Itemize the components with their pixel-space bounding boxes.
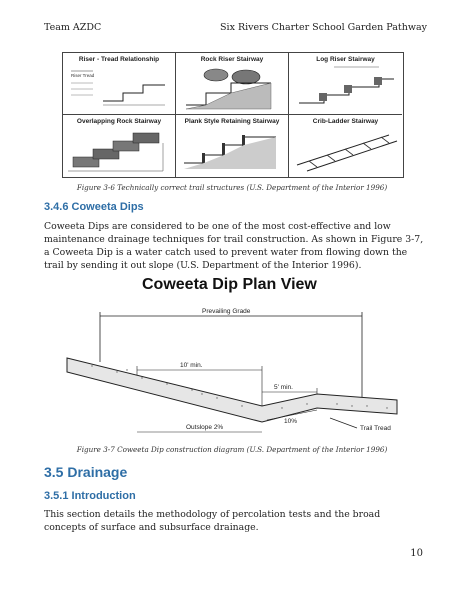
label-ten-percent: 10% xyxy=(284,418,298,425)
introduction-paragraph: This section details the methodology of percolation tests and the broad concepts of surface and subsurface drainage. xyxy=(44,509,381,533)
log-riser-drawing xyxy=(289,53,402,115)
heading-drainage: 3.5 Drainage xyxy=(44,464,128,480)
panel-rock-riser xyxy=(176,53,289,115)
overlapping-rock-drawing xyxy=(63,115,176,177)
page-number: 10 xyxy=(410,548,423,559)
header-left: Team AZDC xyxy=(44,22,102,33)
panel-title: Overlapping Rock Stairway xyxy=(76,118,162,125)
coweeta-dip-drawing xyxy=(62,272,402,440)
figure-3-6-caption: Figure 3-6 Technically correct trail structures (U.S. Department of the Interior 1996) xyxy=(76,183,388,192)
panel-title: Log Riser Stairway xyxy=(316,56,375,63)
plank-retaining-drawing xyxy=(176,115,289,177)
panel-title: Riser - Tread Relationship xyxy=(78,56,160,63)
crib-ladder-drawing xyxy=(289,115,402,177)
label-trail-tread: Trail Tread xyxy=(360,425,391,432)
panel-log-riser xyxy=(289,53,402,115)
label-ten-min: 10' min. xyxy=(180,362,203,369)
heading-coweeta-dips: 3.4.6 Coweeta Dips xyxy=(44,201,144,213)
svg-text:Riser Tread: Riser Tread xyxy=(71,73,95,78)
figure-title: Coweeta Dip Plan View xyxy=(142,276,317,293)
label-five-min: 5' min. xyxy=(274,384,293,391)
trail-structures-figure xyxy=(62,52,404,178)
coweeta-paragraph: Coweeta Dips are considered to be one of the most cost-effective and low maintenance drainage techniques for trail construction. As shown in Figure 3-7, a Coweeta Dip is a water catch used to prevent water from flowing down the trail by sending it out slope (U.S. Department of the Interior 1996). xyxy=(44,221,424,271)
rock-riser-drawing xyxy=(176,53,289,115)
panel-crib-ladder xyxy=(289,115,402,177)
panel-plank-retaining xyxy=(176,115,289,177)
header-right: Six Rivers Charter School Garden Pathway xyxy=(220,22,427,33)
figure-3-7-caption: Figure 3-7 Coweeta Dip construction diagram (U.S. Department of the Interior 1996) xyxy=(76,445,388,454)
coweeta-dip-figure xyxy=(62,272,402,440)
panel-title: Plank Style Retaining Stairway xyxy=(184,118,280,125)
panel-overlapping-rock xyxy=(63,115,176,177)
label-prevailing-grade: Prevailing Grade xyxy=(202,308,251,315)
riser-tread-drawing xyxy=(63,53,176,115)
panel-title: Rock Riser Stairway xyxy=(200,56,264,63)
label-outslope: Outslope 2% xyxy=(186,424,224,431)
panel-riser-tread xyxy=(63,53,176,115)
heading-introduction: 3.5.1 Introduction xyxy=(44,490,136,502)
panel-title: Crib-Ladder Stairway xyxy=(312,118,379,125)
